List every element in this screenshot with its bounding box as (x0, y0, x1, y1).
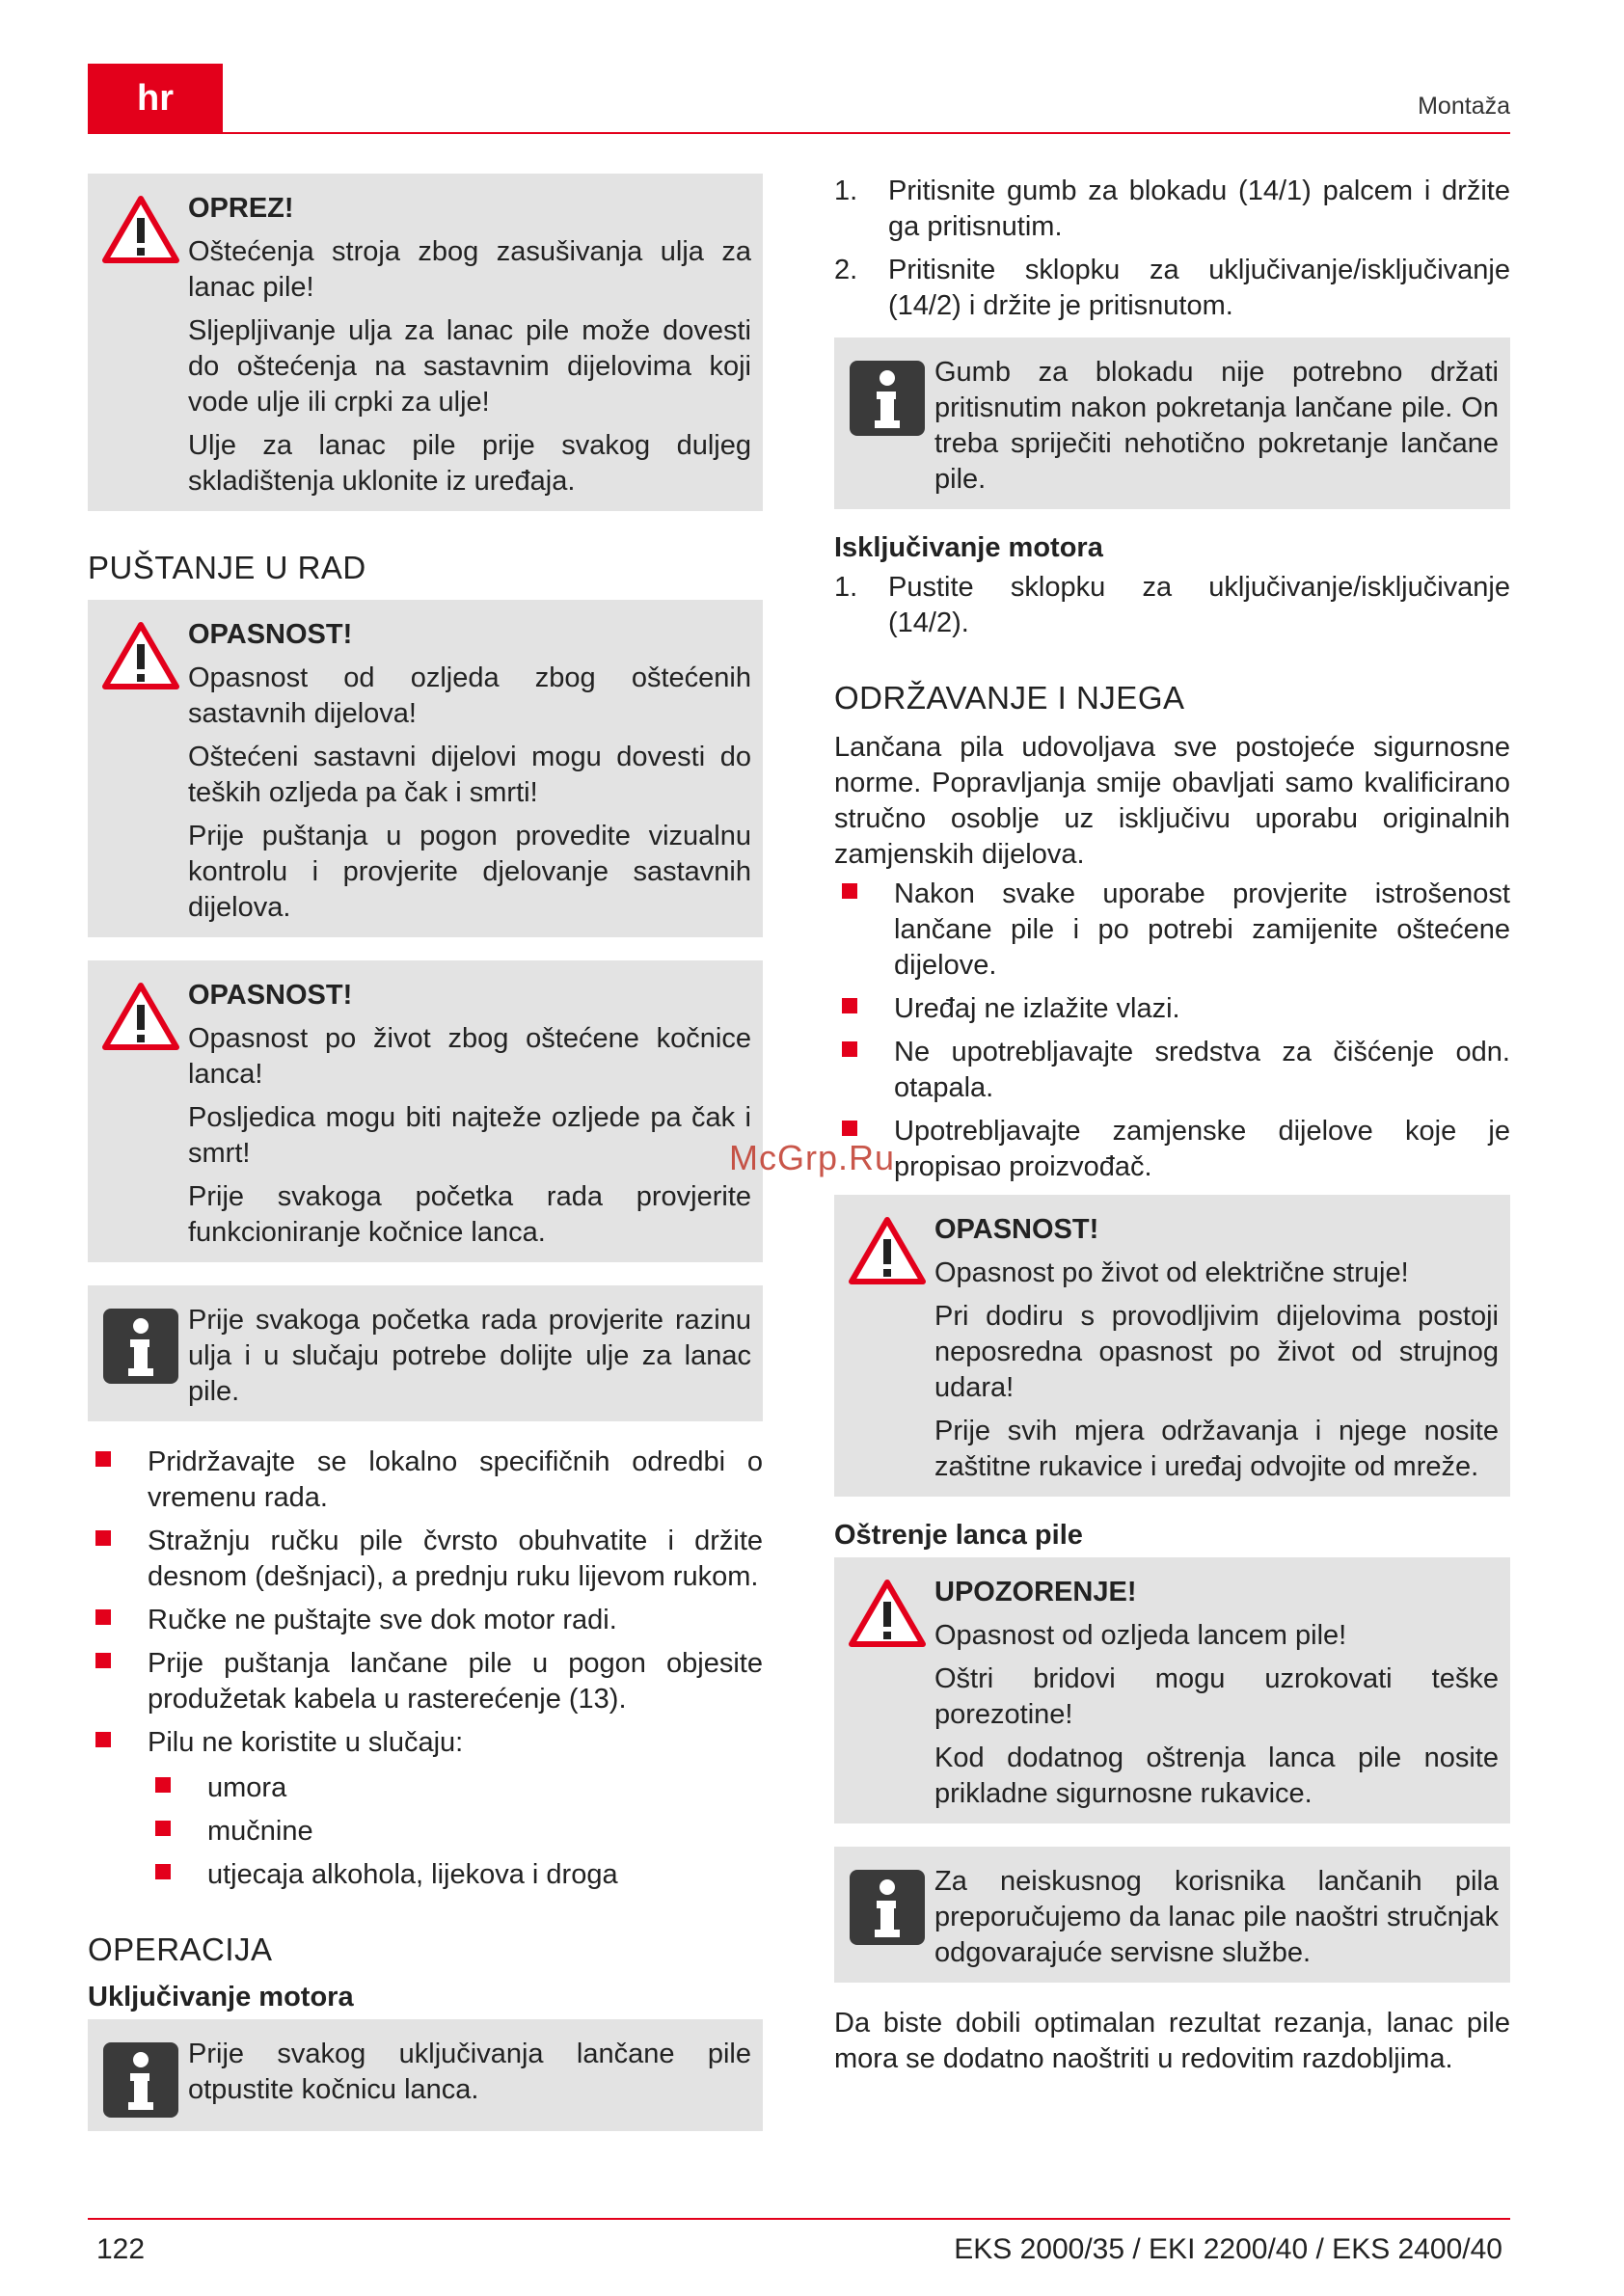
danger-text: Prije puštanja u pogon provedite vizualnu kontrolu i provjerite djelovanje sastavnih dijelova. (188, 821, 751, 923)
warning-title: UPOZORENJE! (934, 1577, 1137, 1607)
warning-text: Kod dodatnog oštrenja lanca pile nosite prikladne sigurnosne rukavice. (934, 1742, 1499, 1809)
page-number: 122 (96, 2233, 146, 2265)
right-column (834, 174, 1510, 2081)
startup-bullet-list (88, 1445, 763, 1761)
info-text: Gumb za blokadu nije potrebno držati pritisnutim nakon pokretanja lančane pile. On treba spriječiti nehotično pokretanje lančane pile. (934, 357, 1499, 495)
list-item: 1. Pritisnite gumb za blokadu (14/1) palcem i držite ga pritisnutim. (834, 176, 1510, 242)
warning-notice (834, 1557, 1510, 1823)
subheading-engine-on: Uključivanje motora (88, 1982, 354, 2012)
warning-triangle-icon (848, 1216, 927, 1285)
info-icon (101, 2040, 180, 2120)
list-item: Pilu ne koristite u slučaju: (88, 1725, 763, 1761)
heading-startup: PUŠTANJE U RAD (88, 550, 366, 585)
danger-title: OPASNOST! (188, 980, 353, 1011)
danger-notice (88, 600, 763, 937)
info-icon (848, 359, 927, 438)
language-tab: hr (88, 64, 223, 134)
danger-notice (88, 960, 763, 1262)
danger-text: Prije svakoga početka rada provjerite funkcioniranje kočnice lanca. (188, 1181, 751, 1248)
heading-maintenance: ODRŽAVANJE I NJEGA (834, 680, 1185, 716)
header-rule (88, 132, 1510, 134)
engine-on-steps (834, 174, 1510, 324)
watermark: McGrp.Ru (729, 1138, 896, 1177)
info-text: Prije svakoga početka rada provjerite razinu ulja i u slučaju potrebe dolijte ulje za lanac pile. (188, 1305, 751, 1407)
subheading-sharpening: Oštrenje lanca pile (834, 1520, 1083, 1551)
warning-triangle-icon (848, 1579, 927, 1648)
warning-text: Opasnost od ozljeda lancem pile! (934, 1620, 1347, 1651)
caution-notice (88, 174, 763, 511)
list-item: mučnine (88, 1814, 763, 1850)
danger-notice (834, 1195, 1510, 1497)
caution-text: Oštećenja stroja zbog zasušivanja ulja za lanac pile! (188, 236, 751, 303)
danger-text: Pri dodiru s provodljivim dijelovima postoji neposredna opasnost po život od strujnog udara! (934, 1301, 1499, 1403)
danger-title: OPASNOST! (188, 619, 353, 650)
danger-text: Opasnost po život zbog oštećene kočnice lanca! (188, 1023, 751, 1090)
info-notice (834, 1847, 1510, 1983)
heading-operation: OPERACIJA (88, 1931, 273, 1967)
info-icon (101, 1307, 180, 1386)
warning-triangle-icon (101, 195, 180, 264)
list-item: Stražnju ručku pile čvrsto obuhvatite i držite desnom (dešnjaci), a prednju ruku lijevom rukom. (88, 1524, 763, 1595)
danger-text: Prije svih mjera održavanja i njege nosite zaštitne rukavice i uređaj odvojite od mreže. (934, 1416, 1499, 1482)
caution-title: OPREZ! (188, 193, 294, 224)
info-text: Prije svakog uključivanja lančane pile otpustite kočnicu lanca. (188, 2039, 751, 2105)
warning-triangle-icon (101, 621, 180, 690)
maintenance-bullet-list (834, 877, 1510, 1185)
danger-text: Oštećeni sastavni dijelovi mogu dovesti do teških ozljeda pa čak i smrti! (188, 742, 751, 808)
danger-text: Opasnost po život od električne struje! (934, 1257, 1409, 1288)
list-item: umora (88, 1770, 763, 1806)
info-notice (88, 1285, 763, 1421)
caution-text: Sljepljivanje ulja za lanac pile može dovesti do oštećenja na sastavnim dijelovima koji vode ulje ili crpki za ulje! (188, 315, 751, 418)
info-icon (848, 1868, 927, 1947)
subheading-engine-off: Isključivanje motora (834, 532, 1103, 563)
engine-off-steps (834, 570, 1510, 641)
footer-rule (88, 2218, 1510, 2220)
warning-triangle-icon (101, 982, 180, 1051)
list-item: Upotrebljavajte zamjenske dijelove koje je propisao proizvođač. (834, 1114, 1510, 1185)
list-item: 1. Pustite sklopku za uključivanje/isključivanje (14/2). (834, 572, 1510, 638)
danger-text: Opasnost od ozljeda zbog oštećenih sastavnih dijelova! (188, 662, 751, 729)
danger-text: Posljedica mogu biti najteže ozljede pa čak i smrt! (188, 1102, 751, 1169)
model-names: EKS 2000/35 / EKI 2200/40 / EKS 2400/40 (954, 2233, 1502, 2265)
list-item: Nakon svake uporabe provjerite istrošenost lančane pile i po potrebi zamijenite oštećene dijelove. (834, 877, 1510, 984)
caution-text: Ulje za lanac pile prije svakog duljeg skladištenja uklonite iz uređaja. (188, 430, 751, 497)
left-column (88, 174, 763, 2154)
maintenance-intro: Lančana pila udovoljava sve postojeće sigurnosne norme. Popravljanja smije obavljati samo kvalificirano stručno osoblje uz isključivu uporabu originalnih zamjenskih dijelova. (834, 732, 1510, 870)
warning-text: Oštri bridovi mogu uzrokovati teške porezotine! (934, 1663, 1499, 1730)
conditions-sub-list (88, 1770, 763, 1893)
list-item: Uređaj ne izlažite vlazi. (834, 991, 1510, 1027)
info-text: Za neiskusnog korisnika lančanih pila preporučujemo da lanac pile naoštri stručnjak odgovarajuće servisne službe. (934, 1866, 1499, 1968)
list-item: utjecaja alkohola, lijekova i droga (88, 1857, 763, 1893)
list-item: 2. Pritisnite sklopku za uključivanje/isključivanje (14/2) i držite je pritisnutom. (834, 255, 1510, 321)
list-item: Prije puštanja lančane pile u pogon objesite produžetak kabela u rasterećenje (13). (88, 1646, 763, 1717)
info-notice (834, 338, 1510, 509)
section-title: Montaža (1418, 93, 1510, 120)
list-item: Ručke ne puštajte sve dok motor radi. (88, 1603, 763, 1638)
danger-title: OPASNOST! (934, 1214, 1099, 1245)
list-item: Ne upotrebljavajte sredstva za čišćenje odn. otapala. (834, 1035, 1510, 1106)
info-notice (88, 2019, 763, 2131)
sharpening-closing: Da biste dobili optimalan rezultat rezanja, lanac pile mora se dodatno naoštriti u redovitim razdobljima. (834, 2008, 1510, 2074)
list-item: Pridržavajte se lokalno specifičnih odredbi o vremenu rada. (88, 1445, 763, 1516)
